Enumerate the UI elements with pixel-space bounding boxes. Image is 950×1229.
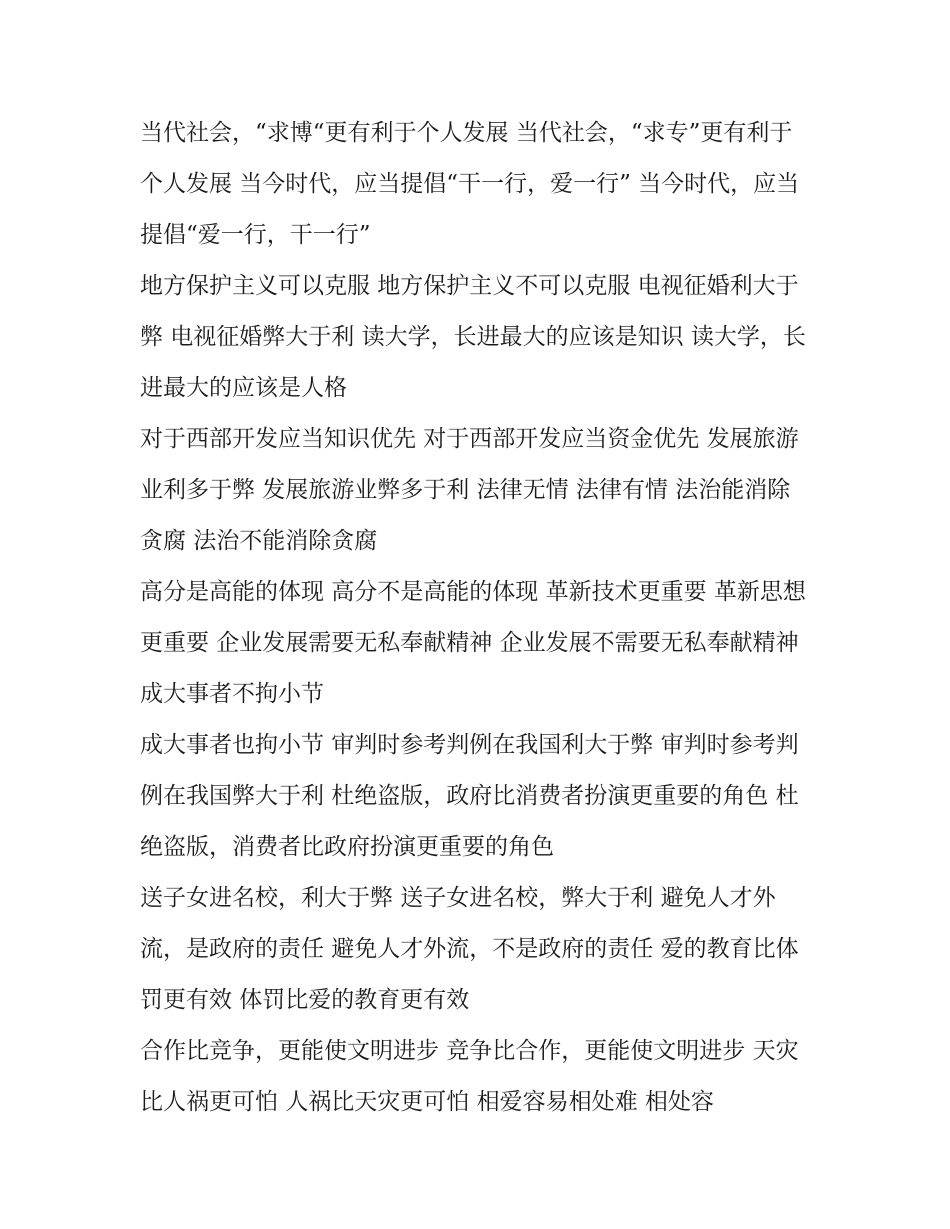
paragraph-7: 合作比竞争，更能使文明进步 竞争比合作，更能使文明进步 天灾比人祸更可怕 人祸比天灾更可怕 相爱容易相处难 相处容 xyxy=(140,1038,799,1115)
document-body xyxy=(140,108,812,1128)
paragraph-6: 送子女进名校，利大于弊 送子女进名校，弊大于利 避免人才外流，是政府的责任 避免人才外流，不是政府的责任 爱的教育比体罚更有效 体罚比爱的教育更有效 xyxy=(140,885,799,1013)
paragraph-5: 成大事者也拘小节 审判时参考判例在我国利大于弊 审判时参考判例在我国弊大于利 杜绝盗版，政府比消费者扮演更重要的角色 杜绝盗版，消费者比政府扮演更重要的角色 xyxy=(140,732,799,860)
paragraph-2: 地方保护主义可以克服 地方保护主义不可以克服 电视征婚利大于弊 电视征婚弊大于利 读大学，长进最大的应该是知识 读大学，长进最大的应该是人格 xyxy=(140,273,806,401)
paragraph-4: 高分是高能的体现 高分不是高能的体现 革新技术更重要 革新思想更重要 企业发展需要无私奉献精神 企业发展不需要无私奉献精神 成大事者不拘小节 xyxy=(140,579,806,707)
paragraph-1: 当代社会，“求博“更有利于个人发展 当代社会，“求专”更有利于个人发展 当今时代，应当提倡“干一行，爱一行” 当今时代，应当提倡“爱一行，干一行” xyxy=(140,120,800,248)
paragraph-3: 对于西部开发应当知识优先 对于西部开发应当资金优先 发展旅游业利多于弊 发展旅游业弊多于利 法律无情 法律有情 法治能消除贪腐 法治不能消除贪腐 xyxy=(140,426,799,554)
